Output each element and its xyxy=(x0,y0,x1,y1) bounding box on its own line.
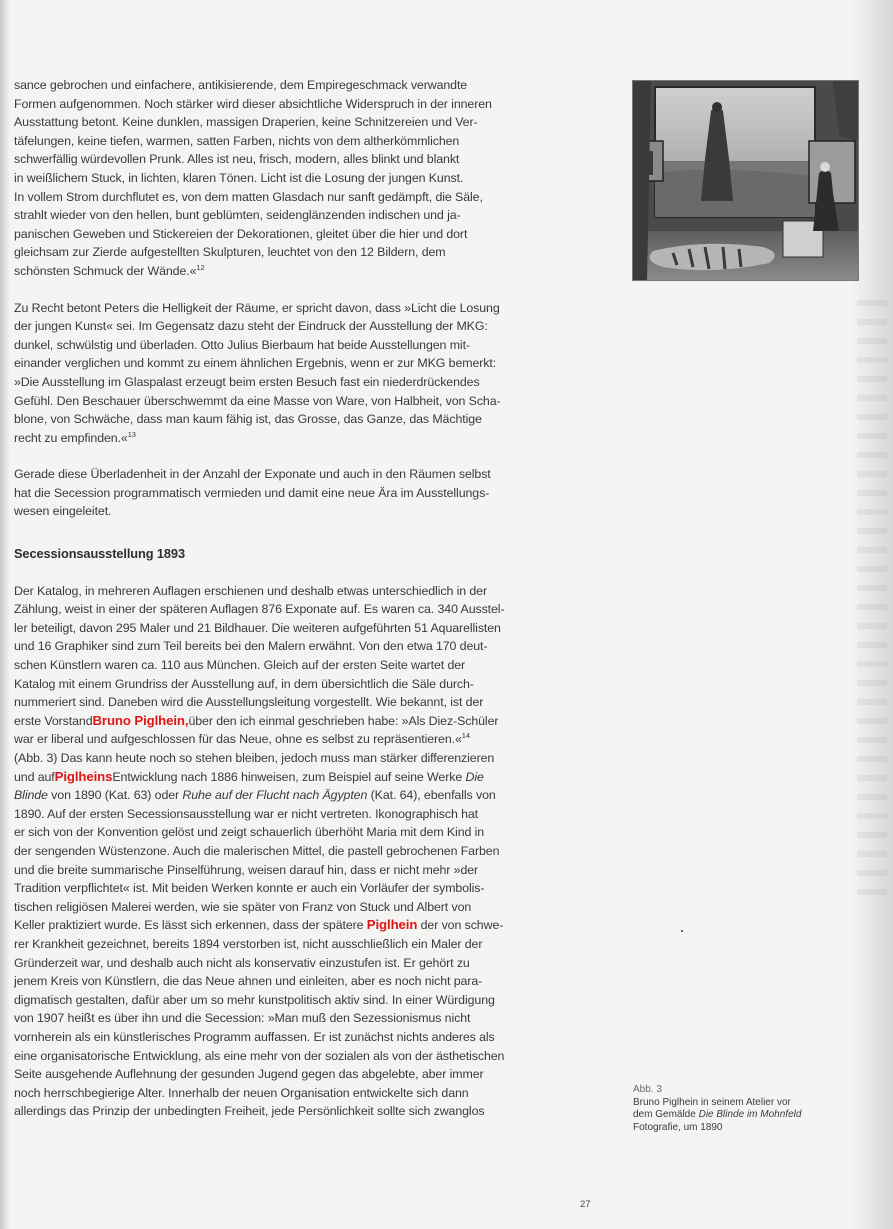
highlight-piglheins: Piglheins xyxy=(54,768,113,784)
paragraph-quote-peters: sance gebrochen und einfachere, antikisierende, dem Empiregeschmack verwandte Formen aufgenommen. Noch stärker wird dieser absichtliche Widerspruch in der inneren Ausstattung betont. Keine dunklen, massigen Draperien, keine Schnitzereien und Ver- täfelungen, keine tiefen, warmen, satten Farben, nichts von dem altherkömmlichen schwerfällig würdevollen Prunk. Alles ist neu, frisch, modern, alles blinkt und blankt in weißlichem Stuck, in lichten, klaren Tönen. Licht ist die Losung der jungen Kunst. In vollem Strom durchflutet es, von dem matten Glasdach nur sanft gedämpft, die Säle, strahlt wieder von den hellen, bunt geblümten, seidenglänzenden indischen und ja- panischen Geweben und Stickereien der Dekorationen, gleitet über die hier und dort gleichsam zur Zierde aufgestellten Skulpturen, leuchtet von den 12 Bildern, dem schönsten Schmuck der Wände.«$^{12}$ xyxy=(14,78,492,278)
caption-line1: Bruno Piglhein in seinem Atelier vor xyxy=(633,1096,791,1108)
caption-line3: Fotografie, um 1890 xyxy=(633,1121,723,1133)
paragraph-bierbaum: Zu Recht betont Peters die Helligkeit der Räume, er spricht davon, dass »Licht die Losung der jungen Kunst« sei. Im Gegensatz dazu steht der Eindruck der Ausstellung der MKG: dunkel, schwülstig und überladen. Otto Julius Bierbaum hat beide Ausstellungen mit- einander verglichen und kommt zu einem ähnlichen Ergebnis, wenn er zur MKG bemerkt: »Die Ausstellung im Glaspalast erzeugt beim ersten Besuch fast ein niederdrückendes Gefühl. Den Beschauer überschwemmt da eine Masse von Ware, von Halbheit, von Scha- blone, von Schwäche, dass man kaum fähig ist, das Grosse, das Ganze, das Mächtige recht zu empfinden.«$^{13}$ xyxy=(14,300,501,445)
highlight-piglhein: Bruno Piglhein, xyxy=(92,712,189,728)
title-blinde-cont: Blinde xyxy=(14,788,48,803)
footnote-ref: 14 xyxy=(461,731,470,741)
footnote-ref: 13 xyxy=(127,429,136,439)
left-page-shadow xyxy=(0,0,10,1229)
caption-line2: dem Gemälde Die Blinde im Mohnfeld xyxy=(633,1109,802,1121)
highlight-piglhein-2: Piglhein xyxy=(366,917,418,933)
figure-caption xyxy=(633,1084,873,1134)
speck xyxy=(681,930,683,932)
page-number: 27 xyxy=(580,1199,591,1210)
title-die-blinde: Die xyxy=(465,769,484,784)
atelier-photo xyxy=(632,80,859,281)
paragraph-katalog: Der Katalog, in mehreren Auflagen erschienen und deshalb etwas unterschiedlich in der Zählung, weist in einer der späteren Auflagen 876 Exponate auf. Es waren ca. 340 Ausstel- ler beteiligt, davon 295 Maler und 21 Bildhauer. Die weiteren aufgeführten 51 Aquarellisten und 16 Graphiker sind zum Teil bereits bei den Malern erwähnt. Von den etwa 170 deut- schen Künstlern waren ca. 110 aus München. Gleich auf der ersten Seite wartet der Katalog mit einem Grundriss der Ausstellung auf, in dem übersichtlich die Säle durch- nummeriert sind. Daneben wird die Ausstellungsleitung vorgestellt. Wie bekannt, ist der erste VorstandBruno Piglhein,über den ich einmal geschrieben habe: »Als Diez-Schüler war er liberal und aufgeschlossen für das Neue, ohne es selbst zu repräsentieren.«$^{14}$ (Abb. 3) Das kann heute noch so stehen bleiben, jedoch muss man stärker differenzieren und aufPiglheinsEntwicklung nach 1886 hinweisen, zum Beispiel auf seine Werke Die Blinde von 1890 (Kat. 63) oder Ruhe auf der Flucht nach Ägypten (Kat. 64), ebenfalls von 1890. Auf der ersten Secessionsausstellung war er nicht vertreten. Ikonographisch hat er sich von der Konvention gelöst und zeigt schauerlich überhöht Maria mit dem Kind in der sengenden Wüstenzone. Auch die malerischen Mittel, die pastell gebrochenen Farben und die breite summarische Pinselführung, weisen darauf hin, dass er nicht mehr »der Tradition verpflichtet« ist. Mit beiden Werken konnte er auch ein Vorläufer der symbolis- tischen religiösen Malerei werden, wie sie später von Franz von Stuck und Albert von Keller praktiziert wurde. Es lässt sich erkennen, dass der spätere Piglhein der von schwe- rer Krankheit gezeichnet, bereits 1894 verstorben ist, nicht ausschließlich ein Maler der Gründerzeit war, und deshalb auch nicht als konservativ einzustufen ist. Er gehört zu jenem Kreis von Künstlern, die das Neue ahnen und einleiten, aber es noch nicht para- digmatisch gestalten, dafür aber um so mehr kunstpolitisch aktiv sind. In einer Würdigung von 1907 heißt es über ihn und die Secession: »Man muß den Sezessionismus nicht vornherein als ein künstlerisches Programm auffassen. Er ist zunächst nichts anderes als eine organisatorische Entwicklung, als eine mehr von der sozialen als von der ästhetischen Seite ausgehende Auflehnung der gesunden Jugend gegen das abgelebte, aber immer noch herrschbegierige Alter. Innerhalb der neuen Organisation entwickelte sich dann allerdings das Prinzip der unbedingten Freiheit, jede Persönlichkeit sollte sich zwanglos xyxy=(14,583,505,1119)
section-heading: Secessionsausstellung 1893 xyxy=(14,546,185,562)
bleed-through-text xyxy=(857,300,887,900)
footnote-ref: 12 xyxy=(196,262,205,272)
main-text-column xyxy=(14,76,590,1121)
title-ruhe-auf-der-flucht: Ruhe auf der Flucht nach Ägypten xyxy=(182,788,368,803)
caption-label: Abb. 3 xyxy=(633,1084,662,1095)
paragraph-ueberladenheit: Gerade diese Überladenheit in der Anzahl der Exponate und auch in den Räumen selbst hat die Secession programmatisch vermieden und damit eine neue Ära im Ausstellungs- wesen eingeleitet. xyxy=(14,467,491,519)
